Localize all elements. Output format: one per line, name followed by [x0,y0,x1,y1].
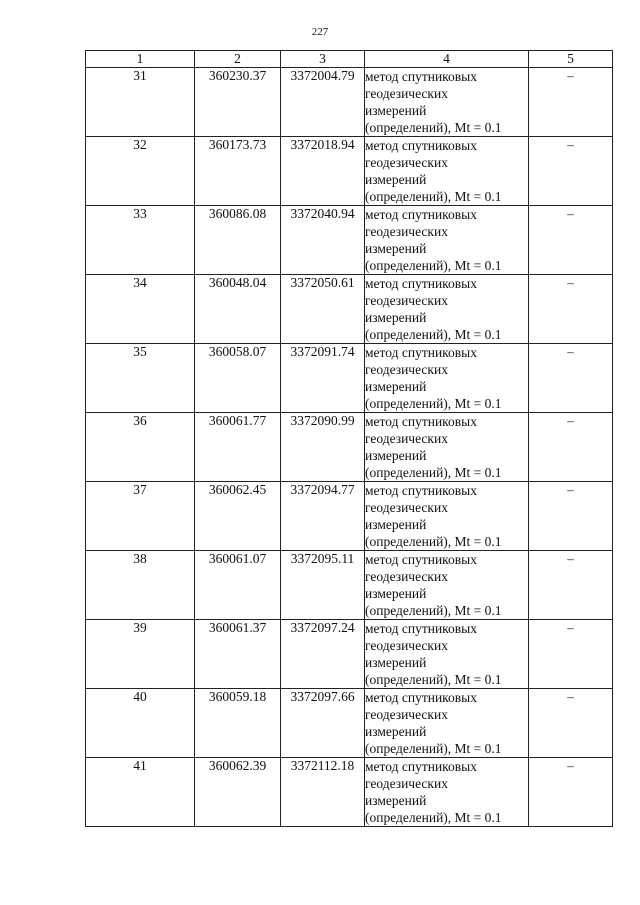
note-cell: – [529,344,613,413]
table-row [86,620,613,689]
x-coordinate-cell: 360048.04 [195,275,281,344]
header-col-5: 5 [529,51,613,68]
method-line: геодезических [365,155,448,170]
method-line: метод спутниковых [365,483,477,498]
method-line: метод спутниковых [365,759,477,774]
method-line: метод спутниковых [365,414,477,429]
note-cell: – [529,137,613,206]
method-line: геодезических [365,569,448,584]
note-cell: – [529,206,613,275]
method-line: измерений [365,655,427,670]
y-coordinate-cell: 3372090.99 [281,413,365,482]
x-coordinate-cell: 360058.07 [195,344,281,413]
method-line: геодезических [365,293,448,308]
method-line: геодезических [365,500,448,515]
coordinates-table [85,50,613,827]
note-cell: – [529,275,613,344]
method-line: измерений [365,103,427,118]
y-coordinate-cell: 3372040.94 [281,206,365,275]
method-line: измерений [365,310,427,325]
point-number-cell: 34 [86,275,195,344]
method-cell [365,758,529,827]
y-coordinate-cell: 3372095.11 [281,551,365,620]
method-line: (определений), Mt = 0.1 [365,810,502,825]
method-line: геодезических [365,638,448,653]
method-line: метод спутниковых [365,345,477,360]
method-cell [365,551,529,620]
method-line: измерений [365,517,427,532]
table-row [86,551,613,620]
method-line: измерений [365,724,427,739]
point-number-cell: 36 [86,413,195,482]
table-row [86,758,613,827]
point-number-cell: 40 [86,689,195,758]
x-coordinate-cell: 360062.45 [195,482,281,551]
x-coordinate-cell: 360059.18 [195,689,281,758]
note-cell: – [529,620,613,689]
point-number-cell: 41 [86,758,195,827]
method-line: (определений), Mt = 0.1 [365,189,502,204]
method-line: метод спутниковых [365,552,477,567]
y-coordinate-cell: 3372004.79 [281,68,365,137]
table-body [86,68,613,827]
x-coordinate-cell: 360061.37 [195,620,281,689]
method-line: метод спутниковых [365,138,477,153]
method-cell [365,482,529,551]
method-line: измерений [365,172,427,187]
method-line: (определений), Mt = 0.1 [365,672,502,687]
method-line: геодезических [365,224,448,239]
table-row [86,137,613,206]
table-row [86,275,613,344]
y-coordinate-cell: 3372097.24 [281,620,365,689]
method-line: геодезических [365,86,448,101]
method-line: метод спутниковых [365,276,477,291]
method-line: геодезических [365,707,448,722]
method-cell [365,413,529,482]
y-coordinate-cell: 3372050.61 [281,275,365,344]
method-line: измерений [365,448,427,463]
point-number-cell: 38 [86,551,195,620]
method-line: геодезических [365,776,448,791]
note-cell: – [529,689,613,758]
method-cell [365,689,529,758]
point-number-cell: 35 [86,344,195,413]
page-number: 227 [311,26,329,38]
method-line: (определений), Mt = 0.1 [365,465,502,480]
method-line: геодезических [365,431,448,446]
method-line: метод спутниковых [365,621,477,636]
method-line: (определений), Mt = 0.1 [365,258,502,273]
table-row [86,206,613,275]
table-row [86,344,613,413]
y-coordinate-cell: 3372091.74 [281,344,365,413]
point-number-cell: 37 [86,482,195,551]
method-line: метод спутниковых [365,69,477,84]
header-col-4: 4 [365,51,529,68]
x-coordinate-cell: 360230.37 [195,68,281,137]
method-cell [365,344,529,413]
x-coordinate-cell: 360062.39 [195,758,281,827]
note-cell: – [529,551,613,620]
point-number-cell: 39 [86,620,195,689]
point-number-cell: 32 [86,137,195,206]
method-line: измерений [365,241,427,256]
method-line: метод спутниковых [365,207,477,222]
x-coordinate-cell: 360061.07 [195,551,281,620]
note-cell: – [529,482,613,551]
point-number-cell: 33 [86,206,195,275]
method-line: (определений), Mt = 0.1 [365,741,502,756]
header-col-3: 3 [281,51,365,68]
y-coordinate-cell: 3372094.77 [281,482,365,551]
note-cell: – [529,68,613,137]
method-line: измерений [365,379,427,394]
method-line: измерений [365,793,427,808]
method-line: метод спутниковых [365,690,477,705]
method-line: (определений), Mt = 0.1 [365,327,502,342]
x-coordinate-cell: 360061.77 [195,413,281,482]
method-line: (определений), Mt = 0.1 [365,603,502,618]
header-col-2: 2 [195,51,281,68]
y-coordinate-cell: 3372018.94 [281,137,365,206]
method-cell [365,206,529,275]
x-coordinate-cell: 360173.73 [195,137,281,206]
method-line: геодезических [365,362,448,377]
method-line: (определений), Mt = 0.1 [365,396,502,411]
table-row [86,68,613,137]
header-col-1: 1 [86,51,195,68]
method-line: (определений), Mt = 0.1 [365,534,502,549]
method-cell [365,275,529,344]
table-row [86,413,613,482]
x-coordinate-cell: 360086.08 [195,206,281,275]
note-cell: – [529,413,613,482]
method-cell [365,68,529,137]
method-cell [365,137,529,206]
method-line: измерений [365,586,427,601]
note-cell: – [529,758,613,827]
y-coordinate-cell: 3372097.66 [281,689,365,758]
table-row [86,482,613,551]
point-number-cell: 31 [86,68,195,137]
method-line: (определений), Mt = 0.1 [365,120,502,135]
method-cell [365,620,529,689]
table-header-row [86,51,613,68]
table-row [86,689,613,758]
y-coordinate-cell: 3372112.18 [281,758,365,827]
